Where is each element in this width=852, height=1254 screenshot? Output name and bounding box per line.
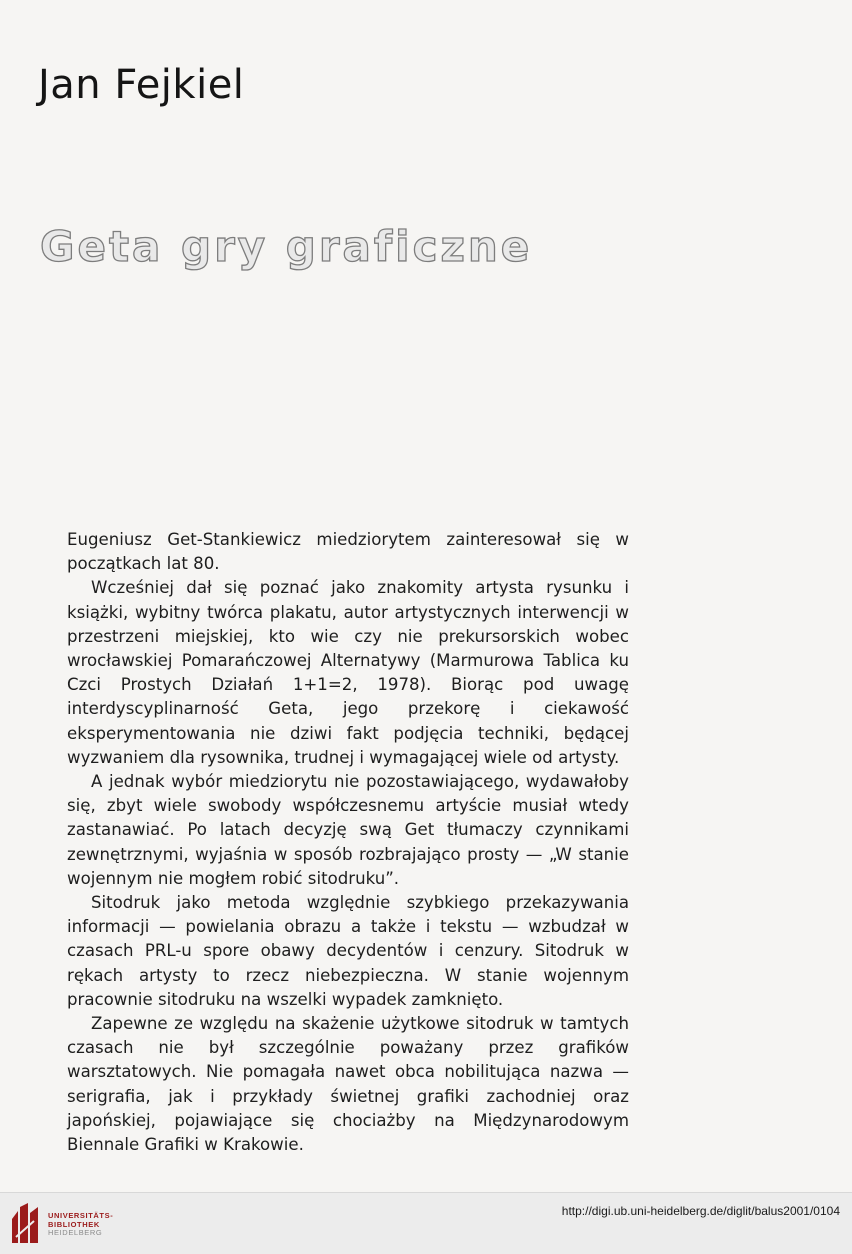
logo-line-1: UNIVERSITÄTS- — [48, 1211, 114, 1220]
article-title: Geta gry graficzne — [40, 222, 533, 271]
footer-bar — [0, 1192, 852, 1254]
source-url[interactable]: http://digi.ub.uni-heidelberg.de/diglit/balus2001/0104 — [561, 1204, 840, 1218]
paragraph-4: Sitodruk jako metoda względnie szybkiego przekazywania informacji — powielania obrazu a także i tekstu — wzbudzał w czasach PRL-u spore obawy decydentów i cenzury. Sitodruk w rękach artysty to rzecz niebezpieczna. W stanie wojennym pracownie sitodruku na wszelki wypadek zamknięto. — [67, 893, 629, 1009]
logo-line-3: HEIDELBERG — [48, 1228, 103, 1237]
paragraph-1: Eugeniusz Get-Stankiewicz miedziorytem zainteresował się w początkach lat 80. — [67, 530, 629, 574]
article-body — [67, 528, 629, 1157]
author-name: Jan Fejkiel — [38, 62, 245, 108]
library-logo-icon — [8, 1201, 42, 1245]
paragraph-5: Zapewne ze względu na skażenie użytkowe sitodruk w tamtych czasach nie był szczególnie poważany przez grafików warsztatowych. Nie pomagała nawet obca nobilitująca nazwa — serigrafia, jak i przykłady świetnej grafiki zachodniej oraz japońskiej, pojawiające się chociażby na Międzynarodowym Biennale Grafiki w Krakowie. — [67, 1014, 629, 1155]
paragraph-2: Wcześniej dał się poznać jako znakomity artysta rysunku i książki, wybitny twórca plakatu, autor artystycznych interwencji w przestrzeni miejskiej, kto wie czy nie prekursorskich wobec wrocławskiej Pomarańczowej Alternatywy (Marmurowa Tablica ku Czci Prostych Działań 1+1=2, 1978). Biorąc pod uwagę interdyscyplinarność Geta, jego przekorę i ciekawość eksperymentowania nie dziwi fakt podjęcia techniki, będącej wyzwaniem dla rysownika, trudnej i wymagającej wiele od artysty. — [67, 578, 629, 767]
logo-line-2: BIBLIOTHEK — [48, 1219, 100, 1229]
paragraph-3: A jednak wybór miedziorytu nie pozostawiającego, wydawałoby się, zbyt wiele swobody współczesnemu artyście musiał wtedy zastanawiać. Po latach decyzję swą Get tłumaczy czynnikami zewnętrznymi, wyjaśnia w sposób rozbrajająco prosty — „W stanie wojennym nie mogłem robić sitodruku”. — [67, 772, 629, 888]
library-logo-text — [48, 1212, 113, 1238]
library-logo[interactable] — [8, 1201, 148, 1245]
